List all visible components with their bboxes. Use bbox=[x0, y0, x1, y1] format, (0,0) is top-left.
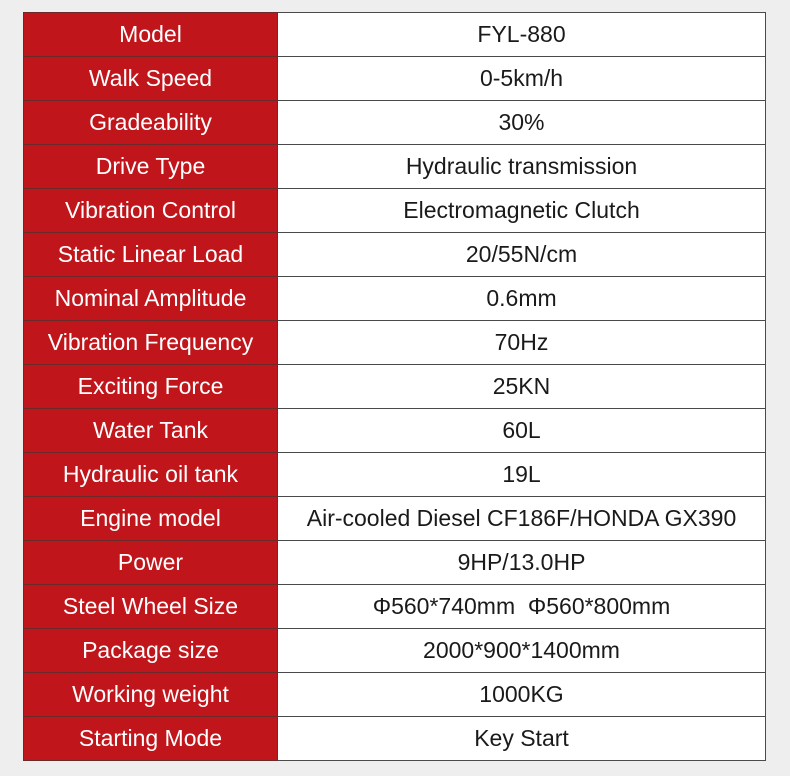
spec-value: 2000*900*1400mm bbox=[278, 629, 766, 673]
spec-value: 1000KG bbox=[278, 673, 766, 717]
spec-row-working-weight bbox=[24, 673, 766, 717]
spec-value: 60L bbox=[278, 409, 766, 453]
spec-value: 0.6mm bbox=[278, 277, 766, 321]
spec-value: 30% bbox=[278, 101, 766, 145]
spec-row-engine-model bbox=[24, 497, 766, 541]
spec-value: Air-cooled Diesel CF186F/HONDA GX390 bbox=[278, 497, 766, 541]
spec-value: Hydraulic transmission bbox=[278, 145, 766, 189]
spec-row-exciting-force bbox=[24, 365, 766, 409]
spec-row-gradeability bbox=[24, 101, 766, 145]
spec-label: Gradeability bbox=[24, 101, 278, 145]
spec-value: 19L bbox=[278, 453, 766, 497]
spec-label: Steel Wheel Size bbox=[24, 585, 278, 629]
spec-label: Engine model bbox=[24, 497, 278, 541]
spec-row-walk-speed bbox=[24, 57, 766, 101]
spec-label: Drive Type bbox=[24, 145, 278, 189]
spec-row-hydraulic-oil-tank bbox=[24, 453, 766, 497]
spec-label: Hydraulic oil tank bbox=[24, 453, 278, 497]
spec-row-static-linear-load bbox=[24, 233, 766, 277]
spec-row-starting-mode bbox=[24, 717, 766, 761]
spec-value: Electromagnetic Clutch bbox=[278, 189, 766, 233]
spec-value: 25KN bbox=[278, 365, 766, 409]
spec-label: Static Linear Load bbox=[24, 233, 278, 277]
spec-row-drive-type bbox=[24, 145, 766, 189]
spec-row-vibration-control bbox=[24, 189, 766, 233]
spec-value: Key Start bbox=[278, 717, 766, 761]
spec-value: 9HP/13.0HP bbox=[278, 541, 766, 585]
spec-label: Exciting Force bbox=[24, 365, 278, 409]
spec-label: Power bbox=[24, 541, 278, 585]
spec-label: Model bbox=[24, 13, 278, 57]
spec-label: Package size bbox=[24, 629, 278, 673]
spec-row-nominal-amplitude bbox=[24, 277, 766, 321]
spec-value: 0-5km/h bbox=[278, 57, 766, 101]
spec-row-water-tank bbox=[24, 409, 766, 453]
spec-label: Nominal Amplitude bbox=[24, 277, 278, 321]
spec-value: FYL-880 bbox=[278, 13, 766, 57]
spec-value: 20/55N/cm bbox=[278, 233, 766, 277]
spec-value: 70Hz bbox=[278, 321, 766, 365]
spec-value: Φ560*740mm Φ560*800mm bbox=[278, 585, 766, 629]
spec-row-vibration-frequency bbox=[24, 321, 766, 365]
spec-label: Water Tank bbox=[24, 409, 278, 453]
spec-table bbox=[23, 12, 766, 761]
spec-label: Working weight bbox=[24, 673, 278, 717]
spec-row-power bbox=[24, 541, 766, 585]
spec-row-model bbox=[24, 13, 766, 57]
spec-row-package-size bbox=[24, 629, 766, 673]
spec-label: Vibration Control bbox=[24, 189, 278, 233]
spec-label: Starting Mode bbox=[24, 717, 278, 761]
spec-label: Vibration Frequency bbox=[24, 321, 278, 365]
spec-row-steel-wheel-size bbox=[24, 585, 766, 629]
spec-label: Walk Speed bbox=[24, 57, 278, 101]
